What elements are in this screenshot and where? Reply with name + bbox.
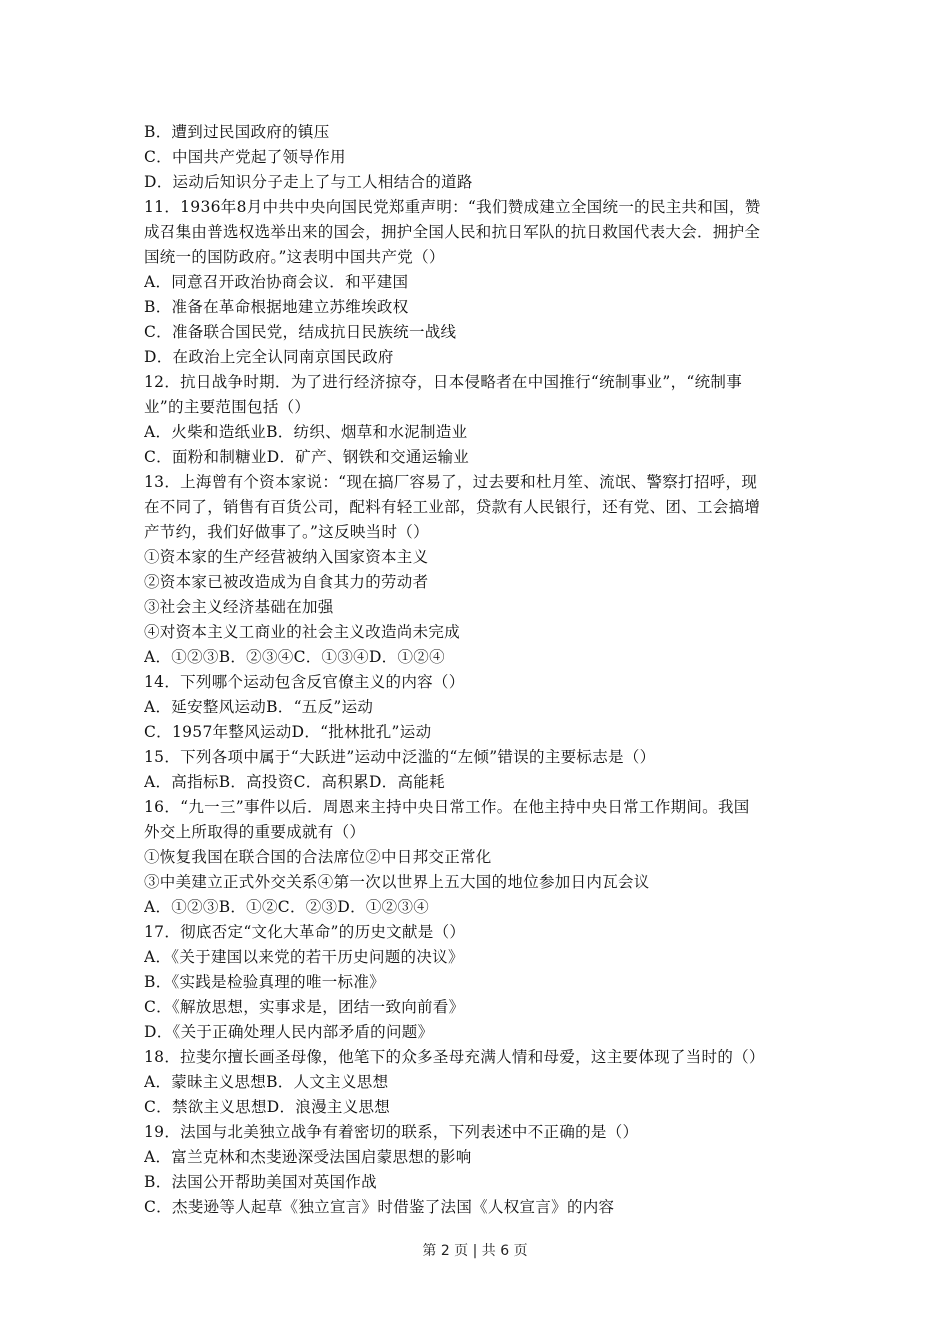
text-line: B．遭到过民国政府的镇压 bbox=[144, 123, 330, 141]
text-line: D．《关于正确处理人民内部矛盾的问题》 bbox=[144, 1023, 434, 1041]
text-line: C．准备联合国民党，结成抗日民族统一战线 bbox=[144, 323, 457, 341]
text-line: D．运动后知识分子走上了与工人相结合的道路 bbox=[144, 173, 473, 191]
question-text-body bbox=[144, 120, 810, 1220]
text-line: C．中国共产党起了领导作用 bbox=[144, 148, 346, 166]
text-line: B．法国公开帮助美国对英国作战 bbox=[144, 1173, 377, 1191]
text-line: B．《实践是检验真理的唯一标准》 bbox=[144, 973, 385, 991]
text-line: A．富兰克林和杰斐逊深受法国启蒙思想的影响 bbox=[144, 1148, 472, 1166]
text-line: A．延安整风运动B．“五反”运动 bbox=[144, 698, 374, 716]
text-line: A．同意召开政治协商会议．和平建国 bbox=[144, 273, 409, 291]
text-line: A．火柴和造纸业B．纺织、烟草和水泥制造业 bbox=[144, 423, 468, 441]
text-line: ④对资本主义工商业的社会主义改造尚未完成 bbox=[144, 623, 461, 641]
text-line: C．面粉和制糖业D．矿产、钢铁和交通运输业 bbox=[144, 448, 470, 466]
text-line: 产节约，我们好做事了。”这反映当时（） bbox=[144, 523, 429, 541]
text-line: C．1957年整风运动D．“批林批孔”运动 bbox=[144, 723, 432, 741]
text-line: 15．下列各项中属于“大跃进”运动中泛滥的“左倾”错误的主要标志是（） bbox=[144, 748, 656, 766]
text-line: C．《解放思想，实事求是，团结一致向前看》 bbox=[144, 998, 465, 1016]
text-line: ②资本家已被改造成为自食其力的劳动者 bbox=[144, 573, 429, 591]
text-line: 16．“九一三”事件以后．周恩来主持中央日常工作。在他主持中央日常工作期间。我国 bbox=[144, 798, 750, 816]
text-line: A．高指标B．高投资C．高积累D．高能耗 bbox=[144, 773, 445, 791]
text-line: 业”的主要范围包括（） bbox=[144, 398, 311, 416]
text-line: 成召集由普选权选举出来的国会，拥护全国人民和抗日军队的抗日救国代表大会．拥护全 bbox=[144, 223, 761, 241]
text-line: 13．上海曾有个资本家说：“现在搞厂容易了，过去要和杜月笙、流氓、警察打招呼，现 bbox=[144, 473, 758, 491]
text-line: 国统一的国防政府。”这表明中国共产党（） bbox=[144, 248, 445, 266]
text-line: 19．法国与北美独立战争有着密切的联系，下列表述中不正确的是（） bbox=[144, 1123, 639, 1141]
text-line: ③社会主义经济基础在加强 bbox=[144, 598, 334, 616]
text-line: 14．下列哪个运动包含反官僚主义的内容（） bbox=[144, 673, 465, 691]
text-line: 12．抗日战争时期．为了进行经济掠夺，日本侵略者在中国推行“统制事业”，“统制事 bbox=[144, 373, 742, 391]
text-line: 17．彻底否定“文化大革命”的历史文献是（） bbox=[144, 923, 466, 941]
text-line: ③中美建立正式外交关系④第一次以世界上五大国的地位参加日内瓦会议 bbox=[144, 873, 650, 891]
text-line: ①恢复我国在联合国的合法席位②中日邦交正常化 bbox=[144, 848, 492, 866]
text-line: 11．1936年8月中共中央向国民党郑重声明：“我们赞成建立全国统一的民主共和国，赞 bbox=[144, 198, 761, 216]
text-line: 18．拉斐尔擅长画圣母像，他笔下的众多圣母充满人情和母爱，这主要体现了当时的（） bbox=[144, 1048, 765, 1066]
text-line: A．蒙昧主义思想B．人文主义思想 bbox=[144, 1073, 389, 1091]
text-line: 外交上所取得的重要成就有（） bbox=[144, 823, 366, 841]
text-line: C．禁欲主义思想D．浪漫主义思想 bbox=[144, 1098, 391, 1116]
text-line: D．在政治上完全认同南京国民政府 bbox=[144, 348, 394, 366]
page-footer: 第 2 页 | 共 6 页 bbox=[422, 1243, 528, 1259]
text-line: 在不同了，销售有百货公司，配料有轻工业部，贷款有人民银行，还有党、团、工会搞增 bbox=[144, 498, 761, 516]
text-line: A．《关于建国以来党的若干历史问题的决议》 bbox=[144, 948, 464, 966]
text-line: ①资本家的生产经营被纳入国家资本主义 bbox=[144, 548, 429, 566]
text-line: A．①②③B．①②C．②③D．①②③④ bbox=[144, 898, 430, 916]
text-line: B．准备在革命根据地建立苏维埃政权 bbox=[144, 298, 409, 316]
text-line: C．杰斐逊等人起草《独立宣言》时借鉴了法国《人权宣言》的内容 bbox=[144, 1198, 615, 1216]
text-line: A．①②③B．②③④C．①③④D．①②④ bbox=[144, 648, 445, 666]
